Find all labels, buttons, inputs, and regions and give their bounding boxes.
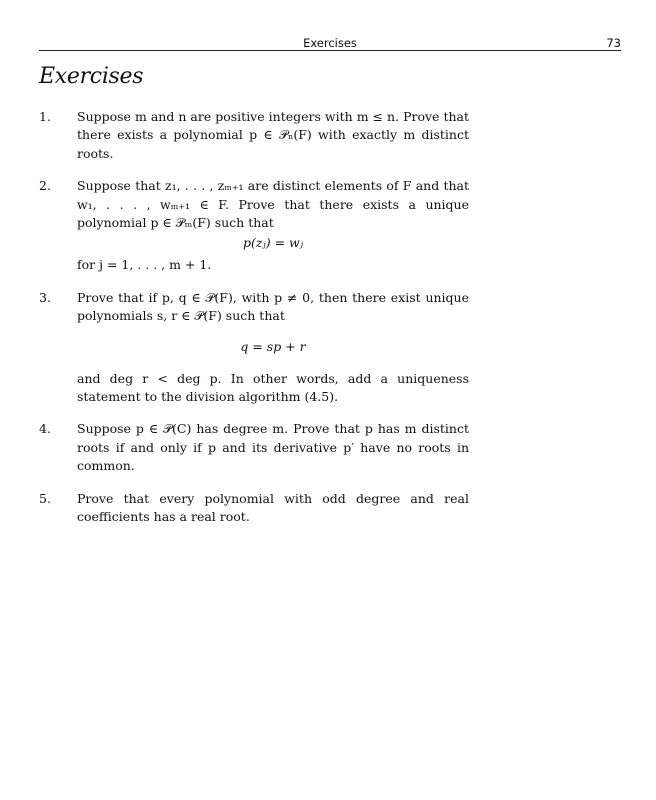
- section-title: Exercises: [39, 64, 144, 89]
- exercise-number: 3.: [39, 289, 51, 305]
- display-equation: q = sp + r: [240, 338, 306, 354]
- exercise-text-after: for j = 1, . . . , m + 1.: [77, 257, 212, 273]
- exercise-text: Prove that every polynomial with odd degree and real coefficients has a real root.: [77, 490, 469, 525]
- exercise-text-after: and deg r < deg p. In other words, add a uniqueness statement to the division algorithm (4.5).: [77, 370, 469, 405]
- exercise-text: Suppose m and n are positive integers with m ≤ n. Prove that there exists a polynomial p ∈ 𝒫ₙ(F) with exactly m distinct roots.: [77, 109, 469, 161]
- exercise-3: [39, 289, 469, 407]
- exercise-number: 2.: [39, 178, 51, 194]
- exercise-5: [39, 490, 469, 527]
- exercise-1: [39, 108, 469, 163]
- display-equation: p(zⱼ) = wⱼ: [242, 235, 304, 251]
- exercise-2: [39, 177, 469, 275]
- page-number: 73: [606, 36, 621, 50]
- exercise-text: Suppose p ∈ 𝒫(C) has degree m. Prove that p has m distinct roots if and only if p and its derivative p′ have no roots in common.: [77, 421, 469, 474]
- exercise-number: 5.: [39, 490, 51, 506]
- exercise-text: Prove that if p, q ∈ 𝒫(F), with p ≠ 0, then there exist unique polynomials s, r ∈ 𝒫(F) such that: [77, 289, 469, 324]
- running-header: [39, 36, 621, 51]
- exercise-number: 1.: [39, 109, 51, 124]
- running-title: Exercises: [303, 36, 357, 50]
- exercise-list: [39, 108, 469, 541]
- exercise-number: 4.: [39, 421, 51, 437]
- exercise-text: Suppose that z₁, . . . , zₘ₊₁ are distinct elements of F and that w₁, . . . , wₘ₊₁ ∈ F. Prove that there exists a unique polynomial p ∈ 𝒫ₘ(F) such that: [77, 178, 469, 231]
- exercise-4: [39, 420, 469, 475]
